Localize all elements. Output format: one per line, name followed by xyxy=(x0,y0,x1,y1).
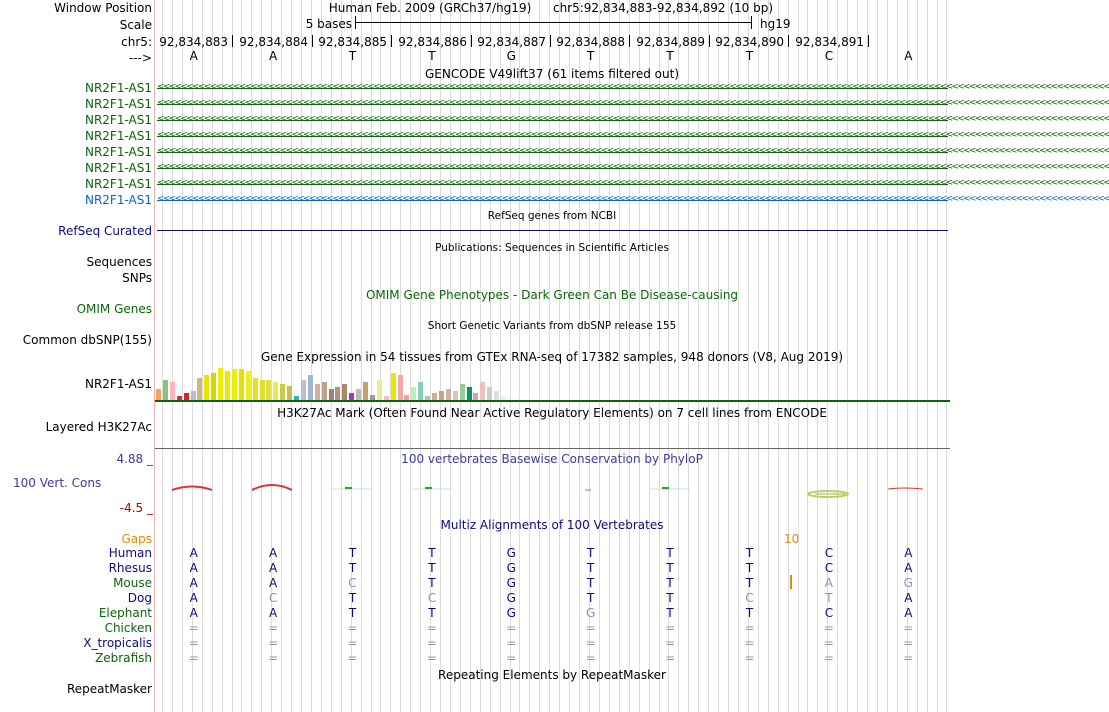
multiz-species-label[interactable]: Dog xyxy=(127,591,152,605)
ruler-position: 92,834,886 xyxy=(398,35,467,49)
strand-arrows: <<<<<<<<<<<<<<<<<<<<<<<<<<<<<<<<<<<<<<<<<<<<<<<<<<<<<<<<<<<<<<<<<<<<<<<<<<<<<<<<<<<<<<<<<<<<<<<<<<<<<<<<<<<<<<<<<<<<<<<<<<<<<<<<<<<<<<<<<<<<<<<<<<<<<<<<<<<<<<<<<<< xyxy=(157,178,1109,188)
aligned-base: = xyxy=(188,636,199,650)
assembly-title: Human Feb. 2009 (GRCh37/hg19) xyxy=(328,1,532,15)
strand-arrows: <<<<<<<<<<<<<<<<<<<<<<<<<<<<<<<<<<<<<<<<<<<<<<<<<<<<<<<<<<<<<<<<<<<<<<<<<<<<<<<<<<<<<<<<<<<<<<<<<<<<<<<<<<<<<<<<<<<<<<<<<<<<<<<<<<<<<<<<<<<<<<<<<<<<<<<<<<<<<<<<<<< xyxy=(157,146,1109,156)
aligned-base: = xyxy=(506,651,517,665)
multiz-species-label[interactable]: Human xyxy=(108,546,152,560)
gtex-tissue-bar[interactable] xyxy=(301,380,306,400)
gtex-tissue-bar[interactable] xyxy=(239,369,244,400)
gtex-tissue-bar[interactable] xyxy=(156,389,161,400)
aligned-base: = xyxy=(347,621,358,635)
gtex-tissue-bar[interactable] xyxy=(480,382,485,400)
gtex-tissue-bar[interactable] xyxy=(460,384,465,400)
h3k27ac-track-title[interactable]: H3K27Ac Mark (Often Found Near Active Regulatory Elements) on 7 cell lines from ENCODE xyxy=(277,406,827,420)
gencode-transcript[interactable] xyxy=(157,194,1109,206)
reference-base: A xyxy=(268,49,278,63)
aligned-base: C xyxy=(824,561,834,575)
window-position-label: Window Position xyxy=(54,1,152,15)
gtex-tissue-bar[interactable] xyxy=(453,391,458,400)
multiz-species-label[interactable]: Mouse xyxy=(113,576,152,590)
gencode-gene-label[interactable]: NR2F1-AS1 xyxy=(84,81,152,95)
aligned-base: T xyxy=(745,606,754,620)
gtex-tissue-bar[interactable] xyxy=(197,378,202,400)
aligned-base: C xyxy=(745,591,754,605)
phylop-signal[interactable] xyxy=(155,470,950,510)
aligned-base: = xyxy=(585,651,596,665)
aligned-base: = xyxy=(426,651,437,665)
scale-assembly: hg19 xyxy=(760,17,791,31)
window-coordinates[interactable]: chr5:92,834,883-92,834,892 (10 bp) xyxy=(552,1,774,15)
aligned-base: = xyxy=(585,636,596,650)
aligned-base: = xyxy=(823,621,834,635)
aligned-base: = xyxy=(188,651,199,665)
repeatmasker-track-label[interactable]: RepeatMasker xyxy=(66,682,152,696)
aligned-base: = xyxy=(665,621,676,635)
gtex-tissue-bar[interactable] xyxy=(246,371,251,400)
aligned-base: = xyxy=(823,636,834,650)
publications-track-title[interactable]: Publications: Sequences in Scientific Articles xyxy=(435,242,669,254)
gtex-tissue-bar[interactable] xyxy=(315,384,320,400)
aligned-base: G xyxy=(506,576,516,590)
aligned-base: T xyxy=(666,606,674,620)
aligned-base: = xyxy=(903,621,914,635)
gtex-tissue-bar[interactable] xyxy=(329,389,334,400)
aligned-base: = xyxy=(268,621,279,635)
gencode-gene-label[interactable]: NR2F1-AS1 xyxy=(84,97,152,111)
gencode-transcript[interactable] xyxy=(157,130,1109,142)
gtex-tissue-bar[interactable] xyxy=(204,375,209,400)
phylop-track-label[interactable]: 100 Vert. Cons xyxy=(13,476,102,490)
aligned-base: T xyxy=(666,576,674,590)
multiz-species-label[interactable]: Elephant xyxy=(98,606,152,620)
ruler-tick xyxy=(471,35,472,47)
aligned-base: G xyxy=(506,546,516,560)
gtex-tissue-bar[interactable] xyxy=(308,375,313,400)
aligned-base: T xyxy=(745,546,754,560)
gencode-transcript[interactable] xyxy=(157,82,1109,94)
aligned-base: = xyxy=(426,636,437,650)
dbsnp-track-title[interactable]: Short Genetic Variants from dbSNP release 155 xyxy=(427,320,677,332)
gtex-tissue-bar[interactable] xyxy=(191,391,196,400)
gtex-tissue-bar[interactable] xyxy=(232,369,237,400)
aligned-base: T xyxy=(666,591,674,605)
refseq-gene-line[interactable] xyxy=(157,230,948,231)
aligned-base: = xyxy=(665,651,676,665)
publications-sequences-label[interactable]: Sequences xyxy=(86,255,152,269)
strand-arrows: <<<<<<<<<<<<<<<<<<<<<<<<<<<<<<<<<<<<<<<<<<<<<<<<<<<<<<<<<<<<<<<<<<<<<<<<<<<<<<<<<<<<<<<<<<<<<<<<<<<<<<<<<<<<<<<<<<<<<<<<<<<<<<<<<<<<<<<<<<<<<<<<<<<<<<<<<<<<<<<<<<< xyxy=(157,98,1109,108)
gtex-tissue-bar[interactable] xyxy=(287,386,292,400)
ruler-chrom-label: chr5: xyxy=(121,35,152,49)
aligned-base: T xyxy=(428,576,436,590)
aligned-base: T xyxy=(587,546,595,560)
aligned-base: T xyxy=(587,561,595,575)
gtex-tissue-bar[interactable] xyxy=(170,382,175,400)
aligned-base: = xyxy=(744,621,755,635)
gtex-tissue-bar[interactable] xyxy=(253,378,258,400)
aligned-base: G xyxy=(586,606,596,620)
omim-track-label[interactable]: OMIM Genes xyxy=(76,302,152,316)
aligned-base: = xyxy=(823,651,834,665)
ruler-position: 92,834,884 xyxy=(239,35,308,49)
gtex-tissue-bar[interactable] xyxy=(418,382,423,400)
gencode-transcript[interactable] xyxy=(157,114,1109,126)
ruler-tick xyxy=(629,35,630,47)
aligned-base: A xyxy=(189,591,198,605)
gtex-tissue-bar[interactable] xyxy=(335,387,340,400)
aligned-base: T xyxy=(428,561,436,575)
aligned-base: A xyxy=(904,591,913,605)
h3k27ac-baseline xyxy=(155,448,950,449)
gtex-tissue-bar[interactable] xyxy=(184,393,189,400)
ruler-tick xyxy=(232,35,233,47)
aligned-base: G xyxy=(506,561,516,575)
aligned-base: T xyxy=(348,591,357,605)
publications-snps-label[interactable]: SNPs xyxy=(122,271,152,285)
aligned-base: = xyxy=(268,651,279,665)
gtex-tissue-bar[interactable] xyxy=(322,382,327,400)
multiz-species-label[interactable]: X_tropicalis xyxy=(83,636,152,650)
aligned-base: C xyxy=(824,546,834,560)
aligned-base: T xyxy=(825,591,833,605)
reference-base: A xyxy=(904,49,913,63)
aligned-base: A xyxy=(189,561,198,575)
gencode-gene-label[interactable]: NR2F1-AS1 xyxy=(84,145,152,159)
gaps-label: Gaps xyxy=(121,532,152,546)
gtex-tissue-bar[interactable] xyxy=(363,382,368,400)
aligned-base: A xyxy=(904,606,913,620)
ruler-tick xyxy=(391,35,392,47)
aligned-base: A xyxy=(268,576,278,590)
aligned-base: = xyxy=(188,621,199,635)
aligned-base: G xyxy=(903,576,913,590)
aligned-base: A xyxy=(268,546,278,560)
gaps-count: 10 xyxy=(784,532,800,546)
aligned-base: = xyxy=(268,636,279,650)
aligned-base: T xyxy=(745,561,754,575)
ruler-tick xyxy=(788,35,789,47)
h3k27ac-track-label[interactable]: Layered H3K27Ac xyxy=(45,420,152,434)
reference-base: T xyxy=(587,49,595,63)
multiz-track-title[interactable]: Multiz Alignments of 100 Vertebrates xyxy=(440,518,664,532)
aligned-base: = xyxy=(426,621,437,635)
gencode-gene-label[interactable]: NR2F1-AS1 xyxy=(84,113,152,127)
reference-base: G xyxy=(506,49,516,63)
aligned-base: = xyxy=(585,621,596,635)
strand-arrows: <<<<<<<<<<<<<<<<<<<<<<<<<<<<<<<<<<<<<<<<<<<<<<<<<<<<<<<<<<<<<<<<<<<<<<<<<<<<<<<<<<<<<<<<<<<<<<<<<<<<<<<<<<<<<<<<<<<<<<<<<<<<<<<<<<<<<<<<<<<<<<<<<<<<<<<<<<<<<<<<<<< xyxy=(157,194,1109,204)
gtex-tissue-bar[interactable] xyxy=(432,393,437,400)
gtex-track-title[interactable]: Gene Expression in 54 tissues from GTEx RNA-seq of 17382 samples, 948 donors (V8, Aug 2019) xyxy=(260,350,844,364)
gtex-tissue-bar[interactable] xyxy=(473,393,478,400)
aligned-base: A xyxy=(189,546,198,560)
ruler-position: 92,834,885 xyxy=(318,35,387,49)
aligned-base: = xyxy=(744,651,755,665)
omim-track-title[interactable]: OMIM Gene Phenotypes - Dark Green Can Be Disease-causing xyxy=(365,288,739,302)
aligned-base: T xyxy=(587,576,595,590)
gtex-tissue-bar[interactable] xyxy=(446,389,451,400)
aligned-base: A xyxy=(824,576,833,590)
gencode-track-title[interactable]: GENCODE V49lift37 (61 items filtered out) xyxy=(424,67,680,81)
aligned-base: = xyxy=(744,636,755,650)
repeatmasker-track-title[interactable]: Repeating Elements by RepeatMasker xyxy=(438,668,666,682)
aligned-base: T xyxy=(348,546,357,560)
aligned-base: C xyxy=(268,591,278,605)
gtex-gene-line xyxy=(155,400,950,402)
strand-arrows: <<<<<<<<<<<<<<<<<<<<<<<<<<<<<<<<<<<<<<<<<<<<<<<<<<<<<<<<<<<<<<<<<<<<<<<<<<<<<<<<<<<<<<<<<<<<<<<<<<<<<<<<<<<<<<<<<<<<<<<<<<<<<<<<<<<<<<<<<<<<<<<<<<<<<<<<<<<<<<<<<<< xyxy=(157,162,1109,172)
gtex-tissue-bar[interactable] xyxy=(225,371,230,400)
strand-arrows: <<<<<<<<<<<<<<<<<<<<<<<<<<<<<<<<<<<<<<<<<<<<<<<<<<<<<<<<<<<<<<<<<<<<<<<<<<<<<<<<<<<<<<<<<<<<<<<<<<<<<<<<<<<<<<<<<<<<<<<<<<<<<<<<<<<<<<<<<<<<<<<<<<<<<<<<<<<<<<<<<<< xyxy=(157,130,1109,140)
refseq-track-title[interactable]: RefSeq genes from NCBI xyxy=(487,210,617,222)
ruler-tick xyxy=(709,35,710,47)
gtex-tissue-bar[interactable] xyxy=(487,387,492,400)
aligned-base: = xyxy=(903,651,914,665)
strand-arrow-label: ---> xyxy=(128,51,152,65)
gtex-tissue-bar[interactable] xyxy=(411,387,416,400)
gtex-tissue-bar[interactable] xyxy=(218,368,223,400)
ruler-position: 92,834,888 xyxy=(556,35,625,49)
gencode-gene-label[interactable]: NR2F1-AS1 xyxy=(84,129,152,143)
gtex-tissue-bar[interactable] xyxy=(398,375,403,400)
ruler-position: 92,834,891 xyxy=(795,35,864,49)
gtex-tissue-bar[interactable] xyxy=(163,380,168,400)
aligned-base: T xyxy=(428,546,436,560)
aligned-base: A xyxy=(189,606,198,620)
gencode-transcript[interactable] xyxy=(157,146,1109,158)
phylop-min-label: -4.5 _ xyxy=(119,501,153,515)
aligned-base: T xyxy=(428,606,436,620)
aligned-base: = xyxy=(665,636,676,650)
ruler-position: 92,834,889 xyxy=(636,35,705,49)
aligned-base: A xyxy=(268,606,278,620)
ruler-position: 92,834,890 xyxy=(715,35,784,49)
aligned-base: = xyxy=(506,636,517,650)
aligned-base: T xyxy=(348,561,357,575)
gtex-gene-label[interactable]: NR2F1-AS1 xyxy=(84,377,152,391)
gencode-transcript[interactable] xyxy=(157,178,1109,190)
reference-base: A xyxy=(189,49,198,63)
aligned-base: G xyxy=(506,591,516,605)
gtex-tissue-bar[interactable] xyxy=(260,380,265,400)
strand-arrows: <<<<<<<<<<<<<<<<<<<<<<<<<<<<<<<<<<<<<<<<<<<<<<<<<<<<<<<<<<<<<<<<<<<<<<<<<<<<<<<<<<<<<<<<<<<<<<<<<<<<<<<<<<<<<<<<<<<<<<<<<<<<<<<<<<<<<<<<<<<<<<<<<<<<<<<<<<<<<<<<<<< xyxy=(157,82,1109,92)
aligned-base: T xyxy=(666,561,674,575)
reference-base: T xyxy=(348,49,357,63)
gtex-tissue-bar[interactable] xyxy=(273,382,278,400)
gtex-tissue-bar[interactable] xyxy=(467,387,472,400)
gencode-gene-label[interactable]: NR2F1-AS1 xyxy=(84,177,152,191)
phylop-max-label: 4.88 _ xyxy=(116,452,153,466)
strand-arrows: <<<<<<<<<<<<<<<<<<<<<<<<<<<<<<<<<<<<<<<<<<<<<<<<<<<<<<<<<<<<<<<<<<<<<<<<<<<<<<<<<<<<<<<<<<<<<<<<<<<<<<<<<<<<<<<<<<<<<<<<<<<<<<<<<<<<<<<<<<<<<<<<<<<<<<<<<<<<<<<<<<< xyxy=(157,114,1109,124)
reference-base: T xyxy=(666,49,674,63)
gencode-gene-label[interactable]: NR2F1-AS1 xyxy=(84,161,152,175)
gtex-tissue-bar[interactable] xyxy=(439,391,444,400)
refseq-track-label[interactable]: RefSeq Curated xyxy=(58,224,152,238)
insertion-marker xyxy=(790,575,792,589)
phylop-track-title[interactable]: 100 vertebrates Basewise Conservation by PhyloP xyxy=(401,452,703,466)
multiz-species-label[interactable]: Chicken xyxy=(104,621,152,635)
scale-span-text: 5 bases xyxy=(305,17,352,31)
aligned-base: C xyxy=(348,576,357,590)
aligned-base: C xyxy=(427,591,437,605)
aligned-base: = xyxy=(347,636,358,650)
gtex-tissue-bar[interactable] xyxy=(280,384,285,400)
aligned-base: = xyxy=(506,621,517,635)
aligned-base: A xyxy=(189,576,198,590)
gtex-tissue-bar[interactable] xyxy=(356,389,361,400)
reference-base: C xyxy=(824,49,834,63)
ruler-tick xyxy=(312,35,313,47)
ruler-position: 92,834,887 xyxy=(477,35,546,49)
reference-base: T xyxy=(428,49,436,63)
aligned-base: T xyxy=(666,546,674,560)
gtex-tissue-bar[interactable] xyxy=(349,393,354,400)
scale-label: Scale xyxy=(119,18,152,32)
aligned-base: T xyxy=(348,606,357,620)
gtex-expression-bars[interactable] xyxy=(155,360,555,400)
gencode-transcript[interactable] xyxy=(157,98,1109,110)
dbsnp-track-label[interactable]: Common dbSNP(155) xyxy=(22,333,152,347)
aligned-base: T xyxy=(745,576,754,590)
gencode-gene-label[interactable]: NR2F1-AS1 xyxy=(84,193,152,207)
reference-base: T xyxy=(745,49,754,63)
multiz-species-label[interactable]: Rhesus xyxy=(108,561,152,575)
aligned-base: A xyxy=(904,546,913,560)
gencode-transcript[interactable] xyxy=(157,162,1109,174)
aligned-base: = xyxy=(347,651,358,665)
ruler-tick xyxy=(550,35,551,47)
aligned-base: C xyxy=(824,606,834,620)
aligned-base: T xyxy=(587,591,595,605)
gtex-tissue-bar[interactable] xyxy=(494,391,499,400)
aligned-base: A xyxy=(268,561,278,575)
multiz-species-label[interactable]: Zebrafish xyxy=(95,651,152,665)
gtex-tissue-bar[interactable] xyxy=(266,380,271,400)
gtex-tissue-bar[interactable] xyxy=(211,373,216,400)
ruler-tick xyxy=(868,35,869,47)
aligned-base: G xyxy=(506,606,516,620)
aligned-base: = xyxy=(903,636,914,650)
aligned-base: A xyxy=(904,561,913,575)
gtex-tissue-bar[interactable] xyxy=(377,380,382,400)
gtex-tissue-bar[interactable] xyxy=(391,373,396,400)
ruler-position: 92,834,883 xyxy=(159,35,228,49)
gtex-tissue-bar[interactable] xyxy=(342,384,347,400)
